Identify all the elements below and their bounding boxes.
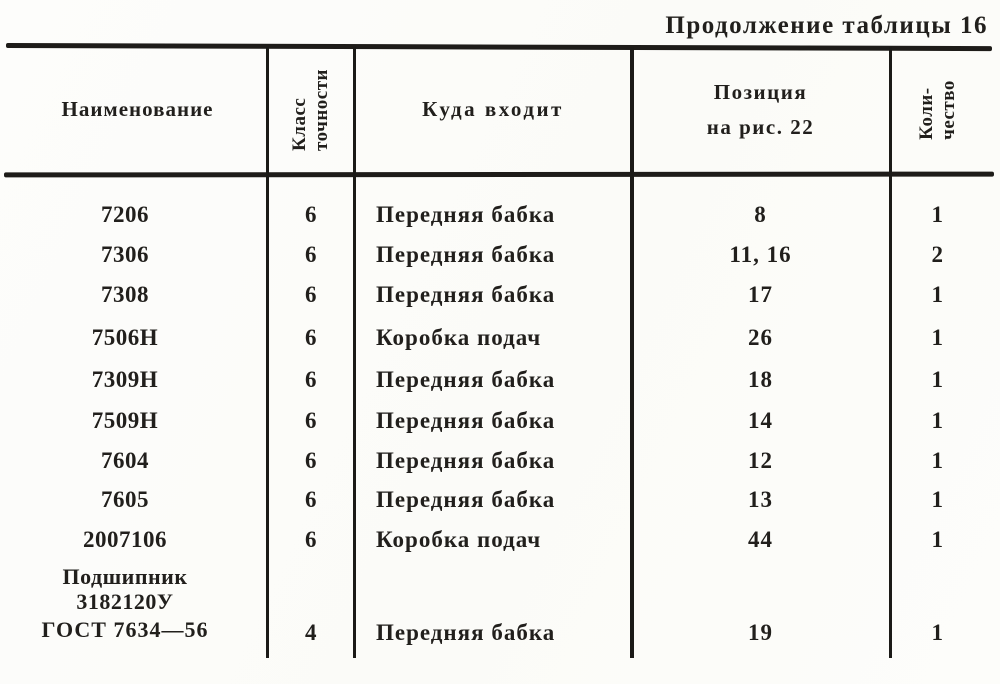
accuracy-class-cell: 6 <box>305 527 317 552</box>
header-quantity-rotated-text <box>916 80 960 140</box>
header-accuracy-class-rotated-text <box>289 69 333 151</box>
table-header-row <box>8 48 985 171</box>
table-row <box>8 275 985 315</box>
table-row <box>8 235 985 275</box>
name-cell: 7309Н <box>91 367 159 392</box>
name-cell: 7206 <box>101 202 149 227</box>
header-position-line-2: на рис. 22 <box>706 114 815 139</box>
header-accuracy-class <box>267 48 355 171</box>
accuracy-class-cell: 6 <box>305 448 317 473</box>
quantity-cell: 1 <box>931 448 944 473</box>
quantity-cell: 1 <box>931 527 944 552</box>
assembly-cell: Коробка подач <box>376 325 542 350</box>
table-row <box>8 520 985 560</box>
header-position-line-1: Позиция <box>713 79 808 104</box>
accuracy-class-cell: 6 <box>305 367 317 392</box>
position-cell: 18 <box>748 367 773 392</box>
header-name: Наименование <box>61 97 214 121</box>
quantity-cell: 1 <box>931 620 944 645</box>
table-row <box>8 360 985 400</box>
assembly-cell: Передняя бабка <box>376 367 556 392</box>
quantity-cell: 1 <box>931 325 944 350</box>
header-assembly: Куда входит <box>422 97 564 121</box>
table-row <box>8 318 985 358</box>
name-cell: 7605 <box>101 487 149 512</box>
position-cell: 11, 16 <box>729 242 792 267</box>
accuracy-class-cell: 6 <box>305 202 317 227</box>
assembly-cell: Передняя бабка <box>376 242 556 267</box>
name-line-2: 3182120У <box>76 589 174 614</box>
assembly-cell: Передняя бабка <box>376 620 556 645</box>
header-position <box>631 48 890 171</box>
table-row <box>8 560 985 658</box>
header-accuracy-line-1: Класс <box>289 97 310 151</box>
position-cell: 14 <box>748 408 773 433</box>
quantity-cell: 2 <box>931 242 944 267</box>
quantity-cell: 1 <box>931 202 944 227</box>
position-cell: 44 <box>748 527 773 552</box>
name-cell: 7306 <box>101 242 149 267</box>
position-cell: 12 <box>748 448 773 473</box>
name-line-3: ГОСТ 7634—56 <box>41 617 209 642</box>
quantity-cell: 1 <box>931 487 944 512</box>
assembly-cell: Коробка подач <box>376 527 542 552</box>
position-cell: 17 <box>748 282 773 307</box>
header-separator-rule <box>4 172 994 178</box>
header-quantity-line-1: Коли- <box>915 86 937 140</box>
assembly-cell: Передняя бабка <box>376 202 556 227</box>
accuracy-class-cell: 6 <box>305 325 317 350</box>
name-cell: 7509Н <box>91 408 159 433</box>
table-row <box>8 441 985 481</box>
accuracy-class-cell: 6 <box>305 242 317 267</box>
quantity-cell: 1 <box>931 282 944 307</box>
position-cell: 26 <box>748 325 773 350</box>
position-cell: 19 <box>748 620 773 645</box>
name-cell: 7604 <box>101 448 149 473</box>
assembly-cell: Передняя бабка <box>376 448 556 473</box>
assembly-cell: Передняя бабка <box>376 282 556 307</box>
name-cell-multiline <box>8 560 267 658</box>
name-cell: 7308 <box>101 282 149 307</box>
accuracy-class-cell: 6 <box>305 408 317 433</box>
assembly-cell: Передняя бабка <box>376 408 556 433</box>
accuracy-class-cell: 6 <box>305 487 317 512</box>
name-cell: 7506Н <box>91 325 159 350</box>
accuracy-class-cell: 4 <box>305 620 317 645</box>
accuracy-class-cell: 6 <box>305 282 317 307</box>
header-quantity <box>890 48 985 171</box>
name-cell: 2007106 <box>83 527 167 552</box>
page-title: Продолжение таблицы 16 <box>665 12 988 39</box>
position-cell: 8 <box>754 202 767 227</box>
table-row <box>8 401 985 441</box>
table-row <box>8 195 985 235</box>
table-row <box>8 480 985 520</box>
assembly-cell: Передняя бабка <box>376 487 556 512</box>
name-line-1: Подшипник <box>62 564 188 589</box>
header-quantity-line-2: чество <box>937 79 959 140</box>
quantity-cell: 1 <box>931 408 944 433</box>
header-accuracy-line-2: точности <box>311 68 332 151</box>
position-cell: 13 <box>748 487 773 512</box>
quantity-cell: 1 <box>931 367 944 392</box>
